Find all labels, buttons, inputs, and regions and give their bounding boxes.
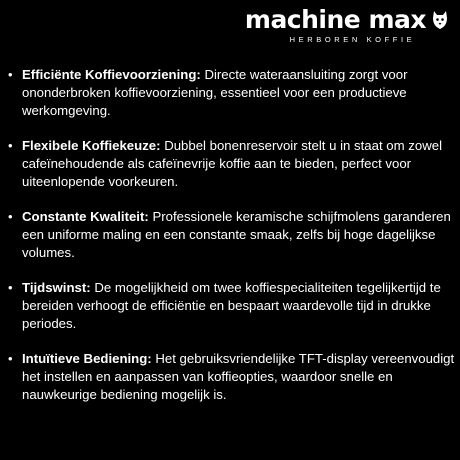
brand-tagline: HERBOREN KOFFIE bbox=[289, 35, 416, 44]
brand-name: machine max bbox=[244, 5, 426, 34]
feature-title: Intuïtieve Bediening: bbox=[22, 351, 152, 366]
feature-title: Tijdswinst: bbox=[22, 280, 91, 295]
feature-item bbox=[8, 208, 456, 262]
bullet-icon: • bbox=[8, 67, 13, 82]
dog-icon bbox=[430, 9, 450, 31]
feature-text: Het gebruiksvriendelijke TFT-display vereenvoudigt het instellen en aanpassen van koffieopties, waardoor snelle en nauwkeurige bediening mogelijk is. bbox=[22, 351, 455, 402]
feature-list bbox=[8, 66, 456, 421]
feature-text: De mogelijkheid om twee koffiespecialiteiten tegelijkertijd te bereiden verhoogt de efficiëntie en bespaart waardevolle tijd in drukke periodes. bbox=[22, 280, 441, 331]
feature-item bbox=[8, 66, 456, 120]
feature-item bbox=[8, 279, 456, 333]
feature-text: Directe wateraansluiting zorgt voor ononderbroken koffievoorziening, essentieel voor een productieve werkomgeving. bbox=[22, 67, 408, 118]
brand-logo bbox=[245, 6, 450, 44]
feature-text: Professionele keramische schijfmolens garanderen een uniforme maling en een constante smaak, zelfs bij hoge dagelijkse volumes. bbox=[22, 209, 451, 260]
feature-item bbox=[8, 350, 456, 404]
feature-title: Constante Kwaliteit: bbox=[22, 209, 149, 224]
logo-row bbox=[245, 6, 450, 34]
bullet-icon: • bbox=[8, 351, 13, 366]
bullet-icon: • bbox=[8, 209, 13, 224]
feature-text: Dubbel bonenreservoir stelt u in staat om zowel cafeïnehoudende als cafeïnevrije koffie aan te bieden, perfect voor uiteenlopende voorkeuren. bbox=[22, 138, 443, 189]
feature-title: Flexibele Koffiekeuze: bbox=[22, 138, 161, 153]
feature-title: Efficiënte Koffievoorziening: bbox=[22, 67, 201, 82]
feature-item bbox=[8, 137, 456, 191]
bullet-icon: • bbox=[8, 138, 13, 153]
bullet-icon: • bbox=[8, 280, 13, 295]
